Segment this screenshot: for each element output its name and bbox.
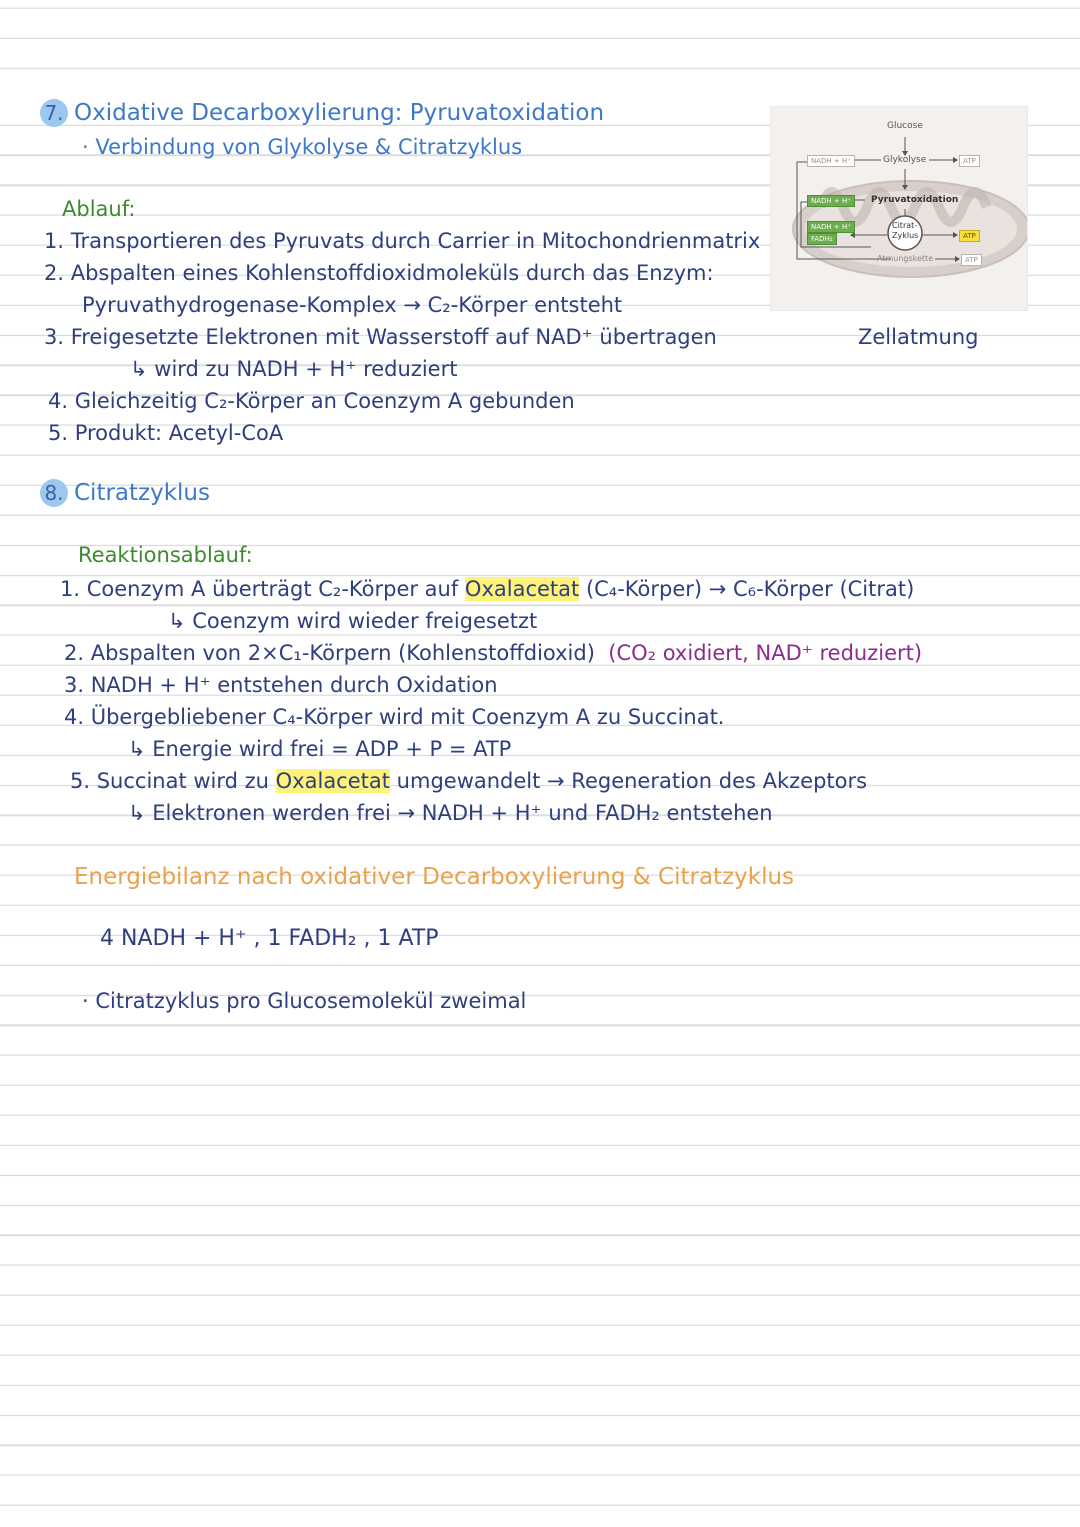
- diagram-nadh-green-2: NADH + H⁺: [807, 221, 855, 233]
- section8-step-2-b: (CO₂ oxidiert, NAD⁺ reduziert): [608, 641, 923, 665]
- section8-step-2: [64, 638, 922, 668]
- section7-step-1: 1. Transportieren des Pyruvats durch Carrier in Mitochondrienmatrix: [44, 229, 761, 253]
- oxalacetat-highlight-1: Oxalacetat: [464, 577, 580, 601]
- section8-step-5-a: 5. Succinat wird zu: [70, 769, 276, 793]
- diagram-nadh-green-1: NADH + H⁺: [807, 195, 855, 207]
- section8-number: 8.: [40, 479, 68, 507]
- mitochondrion-illustration: [771, 107, 1027, 310]
- diagram-atmungskette: Atmungskette: [877, 254, 934, 263]
- section8-step-2-a: 2. Abspalten von 2×C₁-Körpern (Kohlenstoffdioxid): [64, 641, 595, 665]
- diagram-pyruvatoxidation: Pyruvatoxidation: [871, 195, 959, 205]
- diagram-atp-mid: ATP: [959, 230, 980, 242]
- section7-step-2-detail: Pyruvathydrogenase-Komplex → C₂-Körper entsteht: [82, 293, 623, 317]
- section7-step-4: 4. Gleichzeitig C₂-Körper an Coenzym A gebunden: [48, 389, 575, 413]
- diagram-citrat-line1: Citrat-: [892, 221, 918, 230]
- section8-step-5-sub: ↳ Elektronen werden frei → NADH + H⁺ und FADH₂ entstehen: [128, 801, 773, 825]
- section8-title: Citratzyklus: [74, 480, 210, 506]
- section7-step-3: 3. Freigesetzte Elektronen mit Wasserstoff auf NAD⁺ übertragen: [44, 325, 717, 349]
- section8-step-1-b: (C₄-Körper) → C₆-Körper (Citrat): [579, 577, 915, 601]
- ablauf-label: Ablauf:: [62, 197, 136, 221]
- section7-step-3-detail: ↳ wird zu NADH + H⁺ reduziert: [130, 357, 458, 381]
- section8-step-1-sub: ↳ Coenzym wird wieder freigesetzt: [168, 609, 538, 633]
- oxalacetat-highlight-2: Oxalacetat: [275, 769, 390, 793]
- diagram-fadh2: FADH₂: [807, 233, 837, 245]
- energy-note: · Citratzyklus pro Glucosemolekül zweimal: [82, 989, 527, 1013]
- section8-step-1-a: 1. Coenzym A überträgt C₂-Körper auf: [60, 577, 465, 601]
- diagram-citrat-line2: Zyklus: [892, 231, 919, 240]
- section7-heading: [40, 98, 604, 128]
- section8-step-4-sub: ↳ Energie wird frei = ADP + P = ATP: [128, 737, 512, 761]
- section8-step-3: 3. NADH + H⁺ entstehen durch Oxidation: [64, 673, 498, 697]
- diagram-glykolyse: Glykolyse: [883, 155, 927, 165]
- diagram-atp-top: ATP: [959, 155, 980, 167]
- cell-respiration-diagram: [770, 106, 1028, 311]
- energy-balance: 4 NADH + H⁺ , 1 FADH₂ , 1 ATP: [100, 926, 439, 951]
- diagram-glucose: Glucose: [887, 121, 923, 131]
- diagram-atp-bottom: ATP: [961, 254, 982, 266]
- energy-heading: Energiebilanz nach oxidativer Decarboxylierung & Citratzyklus: [74, 864, 795, 890]
- diagram-caption: Zellatmung: [858, 325, 979, 349]
- section7-number: 7.: [40, 99, 68, 127]
- section8-heading: [40, 478, 210, 508]
- section7-step-2: 2. Abspalten eines Kohlenstoffdioxidmoleküls durch das Enzym:: [44, 261, 714, 285]
- section8-step-4: 4. Übergebliebener C₄-Körper wird mit Coenzym A zu Succinat.: [64, 705, 725, 729]
- reaktion-label: Reaktionsablauf:: [78, 543, 253, 567]
- section8-step-5: [70, 766, 867, 796]
- section7-subtitle: · Verbindung von Glykolyse & Citratzyklus: [82, 135, 523, 159]
- section7-title: Oxidative Decarboxylierung: Pyruvatoxidation: [74, 100, 605, 126]
- diagram-nadh-top: NADH + H⁺: [807, 155, 855, 167]
- section8-step-5-b: umgewandelt → Regeneration des Akzeptors: [390, 769, 868, 793]
- section8-step-1: [60, 574, 914, 604]
- section7-step-5: 5. Produkt: Acetyl-CoA: [48, 421, 284, 445]
